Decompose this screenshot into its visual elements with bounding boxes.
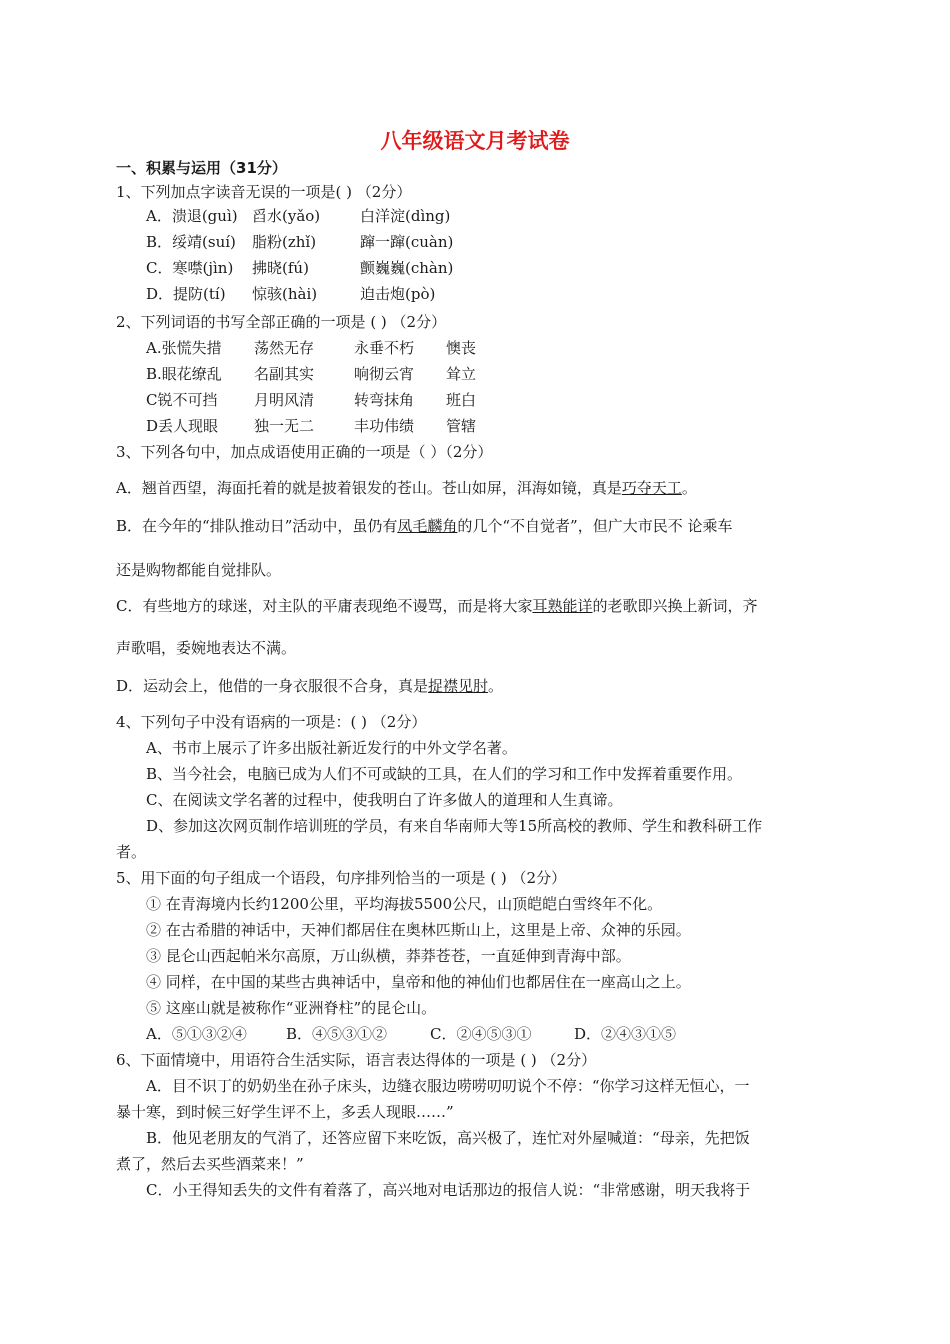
option-item: 拂晓(fú): [252, 259, 309, 277]
option-item: 颤巍巍(chàn): [360, 259, 454, 277]
question-6-option-a-cont: 暴十寒，到时候三好学生评不上，多丢人现眼……”: [116, 1103, 454, 1121]
question-2-option-c: [146, 390, 476, 410]
question-5-sentence-2: ② 在古希腊的神话中，天神们都居住在奥林匹斯山上，这里是上帝、众神的乐园。: [146, 921, 691, 939]
question-2-stem: 2、下列词语的书写全部正确的一项是 ( ) （2分）: [116, 313, 447, 331]
question-1-stem: 1、下列加点字读音无误的一项是( ) （2分）: [116, 183, 412, 201]
question-2-option-d: [146, 416, 476, 436]
option-item: 月明风清: [254, 391, 315, 409]
question-3-option-d: [116, 676, 503, 696]
question-2-option-a: [146, 338, 476, 358]
question-1-option-b: [146, 232, 453, 252]
question-4-option-b: B、当今社会，电脑已成为人们不可或缺的工具，在人们的学习和工作中发挥着重要作用。: [146, 765, 743, 783]
question-3-option-b: [116, 516, 733, 536]
option-item: 舀水(yǎo): [252, 207, 321, 225]
option-item: 响彻云宵: [354, 365, 415, 383]
option-item: 懊丧: [446, 339, 477, 357]
option-item: A．⑤①③②④: [146, 1025, 247, 1043]
option-item: B．④⑤③①②: [286, 1025, 388, 1043]
question-5-sentence-1: ① 在青海境内长约1200公里，平均海拔5500公尺，山顶皑皑白雪终年不化。: [146, 895, 663, 913]
option-text: 的老歌即兴换上新词，齐: [592, 597, 758, 615]
question-5-sentence-3: ③ 昆仑山西起帕米尔高原，万山纵横，莽莽苍苍，一直延伸到青海中部。: [146, 947, 631, 965]
option-item: 迫击炮(pò): [360, 285, 436, 303]
option-item: D．②④③①⑤: [574, 1025, 677, 1043]
option-item: 白洋淀(dìng): [360, 207, 451, 225]
underlined-idiom: 凤毛麟角: [397, 517, 458, 535]
option-item: 蹿一蹿(cuàn): [360, 233, 454, 251]
option-item: A.张慌失措: [146, 339, 222, 357]
option-text: A．翘首西望，海面托着的就是披着银发的苍山。苍山如屏，洱海如镜，真是: [116, 479, 622, 497]
option-item: 名副其实: [254, 365, 315, 383]
option-item: 耸立: [446, 365, 477, 383]
question-6-option-c: C．小王得知丢失的文件有着落了，高兴地对电话那边的报信人说：“非常感谢，明天我将于: [146, 1181, 751, 1199]
option-item: D丢人现眼: [146, 417, 219, 435]
option-item: 丰功伟绩: [354, 417, 415, 435]
question-6-option-b: B．他见老朋友的气消了，还答应留下来吃饭，高兴极了，连忙对外屋喊道：“母亲，先把饭: [146, 1129, 750, 1147]
option-item: 班白: [446, 391, 477, 409]
option-item: 转弯抹角: [354, 391, 415, 409]
option-text: D．运动会上，他借的一身衣服很不合身，真是: [116, 677, 429, 695]
option-item: 管辖: [446, 417, 477, 435]
option-item: C．寒噤(jìn): [146, 259, 234, 277]
option-item: 荡然无存: [254, 339, 315, 357]
option-item: C锐不可挡: [146, 391, 218, 409]
question-4-stem: 4、下列句子中没有语病的一项是：( ) （2分）: [116, 713, 427, 731]
option-text: C．有些地方的球迷，对主队的平庸表现绝不谩骂，而是将大家: [116, 597, 533, 615]
question-1-option-c: [146, 258, 453, 278]
question-5-sentence-5: ⑤ 这座山就是被称作“亚洲脊柱”的昆仑山。: [146, 999, 437, 1017]
option-item: B.眼花缭乱: [146, 365, 222, 383]
underlined-idiom: 巧夺天工: [621, 479, 682, 497]
question-6-option-b-cont: 煮了，然后去买些酒菜来！”: [116, 1155, 304, 1173]
question-3-option-c: [116, 596, 758, 616]
question-4-option-a: A、书市上展示了许多出版社新近发行的中外文学名著。: [146, 739, 517, 757]
section-heading: 一、积累与运用（31分）: [116, 159, 287, 177]
option-item: 惊骇(hài): [252, 285, 318, 303]
option-text: 。: [681, 479, 697, 497]
question-5-stem: 5、用下面的句子组成一个语段，句序排列恰当的一项是 ( ) （2分）: [116, 869, 567, 887]
underlined-idiom: 耳熟能详: [532, 597, 593, 615]
option-item: 永垂不朽: [354, 339, 415, 357]
underlined-idiom: 捉襟见肘: [428, 677, 489, 695]
question-1-option-d: [146, 284, 435, 304]
option-text: B．在今年的“排队推动日”活动中，虽仍有: [116, 517, 398, 535]
question-6-stem: 6、下面情境中，用语符合生活实际，语言表达得体的一项是 ( ) （2分）: [116, 1051, 597, 1069]
option-text: 。: [488, 677, 504, 695]
question-2-option-b: [146, 364, 476, 384]
question-4-option-c: C、在阅读文学名著的过程中，使我明白了许多做人的道理和人生真谛。: [146, 791, 623, 809]
question-6-option-a: A．目不识丁的奶奶坐在孙子床头，边缝衣服边唠唠叨叨说个不停：“你学习这样无恒心，一: [146, 1077, 750, 1095]
option-item: 脂粉(zhǐ): [252, 233, 317, 251]
question-4-option-d: D、参加这次网页制作培训班的学员，有来自华南师大等15所高校的教师、学生和教科研工作: [146, 817, 763, 835]
option-item: A．溃退(guì): [146, 207, 238, 225]
page-title: 八年级语文月考试卷: [380, 129, 570, 153]
question-3-option-b-cont: 还是购物都能自觉排队。: [116, 561, 282, 579]
option-item: B．绥靖(suí): [146, 233, 236, 251]
question-3-stem: 3、下列各句中，加点成语使用正确的一项是（ ）（2分）: [116, 443, 493, 461]
question-1-option-a: [146, 206, 450, 226]
question-3-option-c-cont: 声歌唱，委婉地表达不满。: [116, 639, 297, 657]
option-item: 独一无二: [254, 417, 315, 435]
question-4-option-d-cont: 者。: [116, 843, 147, 861]
question-5-sentence-4: ④ 同样，在中国的某些古典神话中，皇帝和他的神仙们也都居住在一座高山之上。: [146, 973, 691, 991]
option-item: D．提防(tí): [146, 285, 226, 303]
question-3-option-a: [116, 478, 697, 498]
option-item: C．②④⑤③①: [430, 1025, 532, 1043]
option-text: 的几个“不自觉者”，但广大市民不 论乘车: [457, 517, 733, 535]
question-5-options: [146, 1024, 676, 1044]
